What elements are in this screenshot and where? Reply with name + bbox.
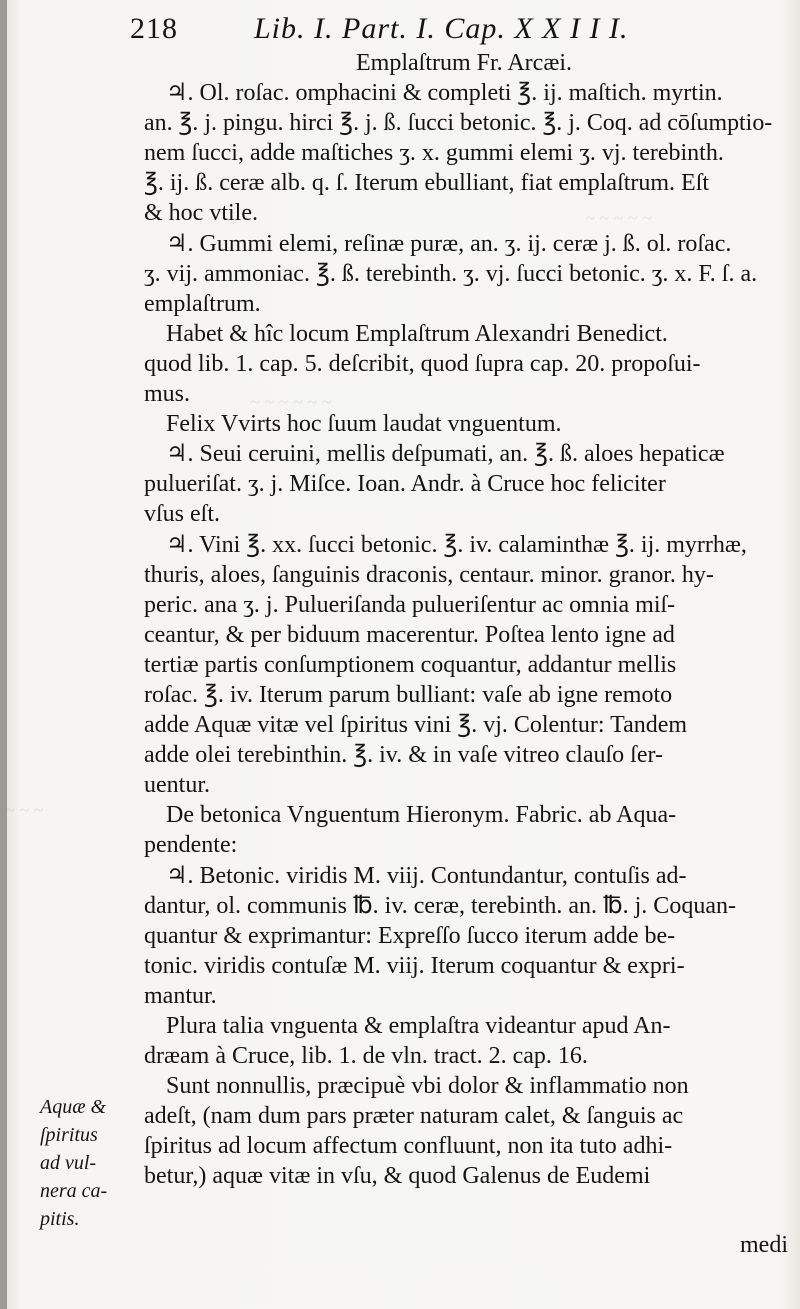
text-line: ♃. Seui ceruini, mellis deſpumati, an. ℥. ß. aloes hepaticæ <box>166 441 725 468</box>
text-line: adeſt, (nam dum pars præter naturam calet, & ſanguis ac <box>144 1103 684 1130</box>
catchword: medi <box>740 1232 788 1258</box>
text-line: peric. ana ʒ. j. Pulueriſanda pulueriſentur ac omnia miſ- <box>144 591 676 618</box>
text-line: ♃. Ol. roſac. omphacini & completi ℥. ij. maſtich. myrtin. <box>166 80 723 107</box>
text-line: tertiæ partis conſumptionem coquantur, addantur mellis <box>144 651 677 678</box>
text-line: vſus eſt. <box>144 501 220 528</box>
page-body <box>144 48 784 1192</box>
text-line: roſac. ℥. iv. Iterum parum bulliant: vaſe ab igne remoto <box>144 681 673 708</box>
text-line: & hoc vtile. <box>144 200 258 227</box>
text-line: dantur, ol. communis ℔. iv. ceræ, terebinth. an. ℔. j. Coquan- <box>144 892 736 919</box>
margin-note-line: ſpiritus <box>40 1124 98 1146</box>
text-line: mantur. <box>144 982 217 1009</box>
text-line: adde olei terebinthin. ℥. iv. & in vaſe vitreo clauſo ſer- <box>144 742 663 769</box>
text-line: dræam à Cruce, lib. 1. de vln. tract. 2. cap. 16. <box>144 1043 588 1070</box>
text-line: pendente: <box>144 832 238 859</box>
text-lines <box>144 78 784 1191</box>
text-line: ſpiritus ad locum affectum confluunt, non ita tuto adhi- <box>144 1133 673 1160</box>
text-line: De betonica Vnguentum Hieronym. Fabric. ab Aqua- <box>166 802 677 829</box>
bleed-through: ~ ~ ~ <box>5 800 44 820</box>
text-line: tonic. viridis contuſæ M. viij. Iterum coquantur & expri- <box>144 952 685 979</box>
text-line: ceantur, & per biduum macerentur. Poſtea lento igne ad <box>144 621 675 648</box>
text-line: quantur & exprimantur: Expreſſo ſucco iterum adde be- <box>144 922 676 949</box>
text-line: Sunt nonnullis, præcipuè vbi dolor & inflammatio non <box>166 1073 689 1100</box>
text-line: ℥. ij. ß. ceræ alb. q. ſ. Iterum ebulliant, fiat emplaſtrum. Eſt <box>144 170 710 197</box>
running-head: Lib. I. Part. I. Cap. X X I I I. <box>254 12 629 45</box>
text-line: Habet & hîc locum Emplaſtrum Alexandri Benedict. <box>166 320 668 347</box>
text-line: betur,) aquæ vitæ in vſu, & quod Galenus de Eudemi <box>144 1163 651 1190</box>
text-line: Plura talia vnguenta & emplaſtra videantur apud An- <box>166 1013 671 1039</box>
margin-note-line: nera ca- <box>40 1180 108 1202</box>
page-header <box>130 12 760 48</box>
section-title: Emplaſtrum Fr. Arcæi. <box>356 50 572 76</box>
text-line: nem ſucci, adde maſtiches ʒ. x. gummi elemi ʒ. vj. terebinth. <box>144 140 724 167</box>
text-line: emplaſtrum. <box>144 290 261 317</box>
text-line: ♃. Vini ℥. xx. ſucci betonic. ℥. iv. calaminthæ ℥. ij. myrrhæ, <box>166 531 747 558</box>
page-gutter <box>0 0 7 1309</box>
page-number: 218 <box>130 12 178 45</box>
text-line: ʒ. vij. ammoniac. ℥. ß. terebinth. ʒ. vj. ſucci betonic. ʒ. x. F. ſ. a. <box>144 260 758 287</box>
text-line: pulueriſat. ʒ. j. Miſce. Ioan. Andr. à Cruce hoc feliciter <box>144 471 666 498</box>
margin-note-line: ad vul- <box>40 1152 97 1174</box>
margin-note <box>40 1093 136 1233</box>
text-line: thuris, aloes, ſanguinis draconis, centaur. minor. granor. hy- <box>144 561 714 588</box>
margin-note-line: pitis. <box>40 1208 80 1230</box>
bleed-through: ~ ~ ~ ~ ~ <box>585 208 652 228</box>
bleed-through: ~ ~ ~ ~ ~ ~ <box>250 392 331 412</box>
text-line: adde Aquæ vitæ vel ſpiritus vini ℥. vj. Colentur: Tandem <box>144 712 688 739</box>
text-line: uentur. <box>144 772 210 799</box>
text-line: ♃. Gummi elemi, reſinæ puræ, an. ʒ. ij. ceræ j. ß. ol. roſac. <box>166 230 732 257</box>
text-line: quod lib. 1. cap. 5. deſcribit, quod ſupra cap. 20. propoſui- <box>144 350 701 377</box>
text-line: an. ℥. j. pingu. hirci ℥. j. ß. ſucci betonic. ℥. j. Coq. ad cōſumptio- <box>144 110 773 137</box>
text-line: mus. <box>144 381 191 408</box>
text-line: ♃. Betonic. viridis M. viij. Contundantur, contuſis ad- <box>166 862 687 889</box>
text-line: Felix Vvirts hoc ſuum laudat vnguentum. <box>166 411 562 438</box>
margin-note-line: Aquæ & <box>40 1096 107 1118</box>
